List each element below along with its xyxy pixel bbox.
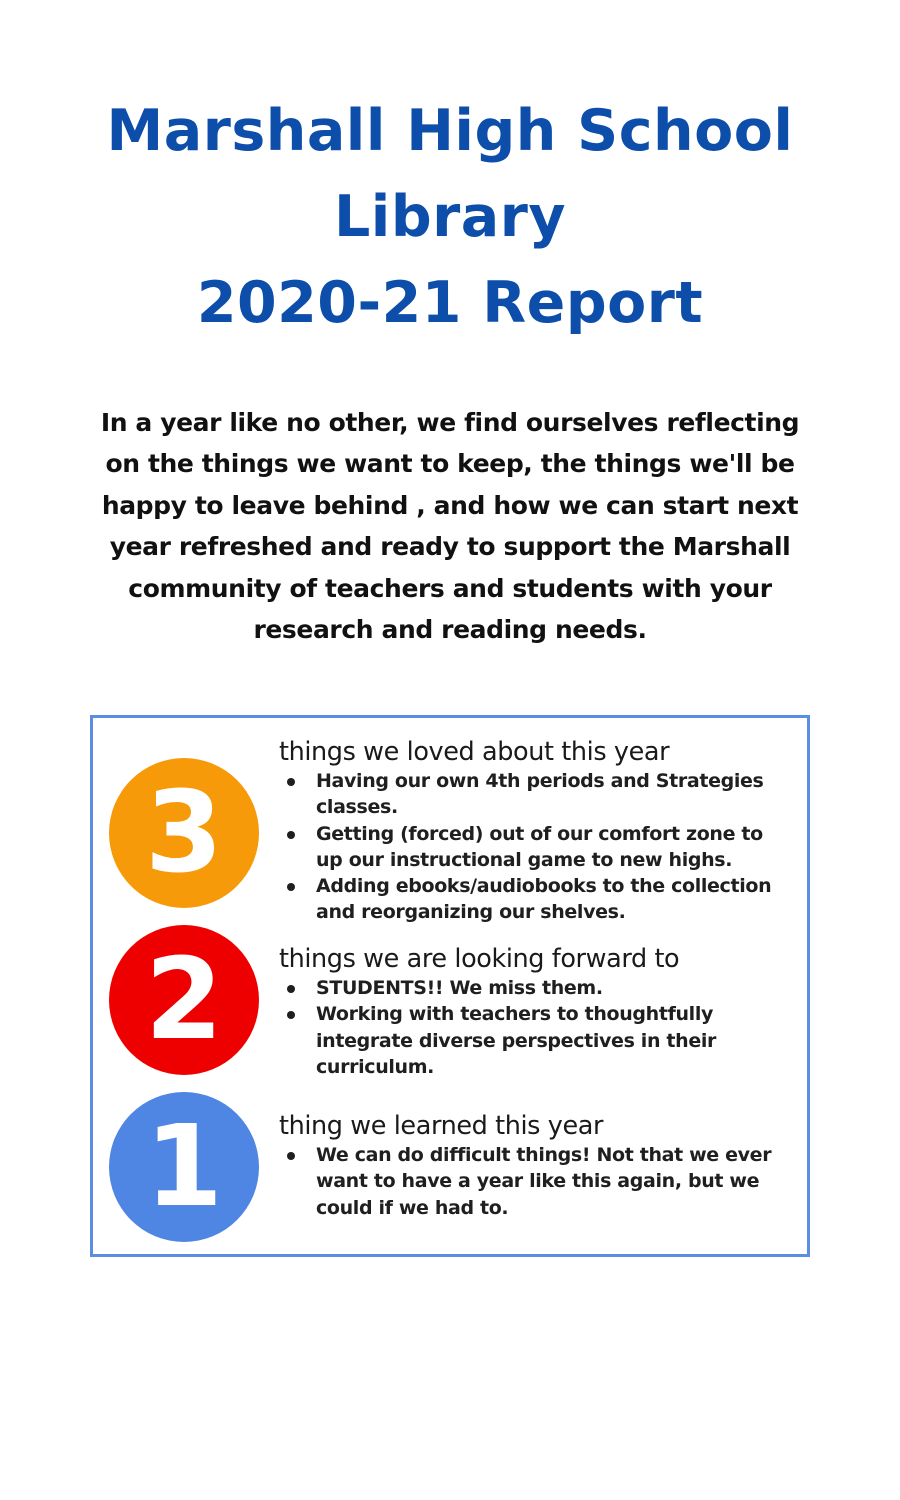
number-2-badge: 2 bbox=[109, 925, 259, 1075]
list-item: Having our own 4th periods and Strategies classes. bbox=[279, 768, 789, 821]
section-looking-forward bbox=[279, 943, 789, 1080]
title-line-3: 2020-21 Report bbox=[196, 270, 704, 336]
list-item: We can do difficult things! Not that we ever want to have a year like this again, but we could if we had to. bbox=[279, 1142, 789, 1221]
section-heading-loved: things we loved about this year bbox=[279, 737, 670, 767]
number-3-badge: 3 bbox=[109, 758, 259, 908]
number-1-badge: 1 bbox=[109, 1092, 259, 1242]
list-item: STUDENTS!! We miss them. bbox=[279, 975, 789, 1001]
section-loved bbox=[279, 736, 789, 926]
title-line-2: Library bbox=[333, 184, 566, 250]
list-looking-forward bbox=[279, 975, 789, 1080]
list-loved bbox=[279, 768, 789, 926]
three-two-one-panel bbox=[90, 715, 810, 1257]
list-item: Adding ebooks/audiobooks to the collection and reorganizing our shelves. bbox=[279, 873, 789, 926]
page-title bbox=[0, 88, 900, 346]
title-line-1: Marshall High School bbox=[106, 98, 794, 164]
section-heading-learned: thing we learned this year bbox=[279, 1111, 604, 1141]
list-learned bbox=[279, 1142, 789, 1221]
section-learned bbox=[279, 1110, 789, 1221]
list-item: Getting (forced) out of our comfort zone to up our instructional game to new highs. bbox=[279, 821, 789, 874]
list-item: Working with teachers to thoughtfully integrate diverse perspectives in their curriculum. bbox=[279, 1001, 789, 1080]
section-heading-looking-forward: things we are looking forward to bbox=[279, 944, 680, 974]
intro-paragraph: In a year like no other, we find ourselves reflecting on the things we want to keep, the things we'll be happy to leave behind , and how we can start next year refreshed and ready to support the Marshall community of teachers and students with your research and reading needs. bbox=[100, 408, 800, 645]
